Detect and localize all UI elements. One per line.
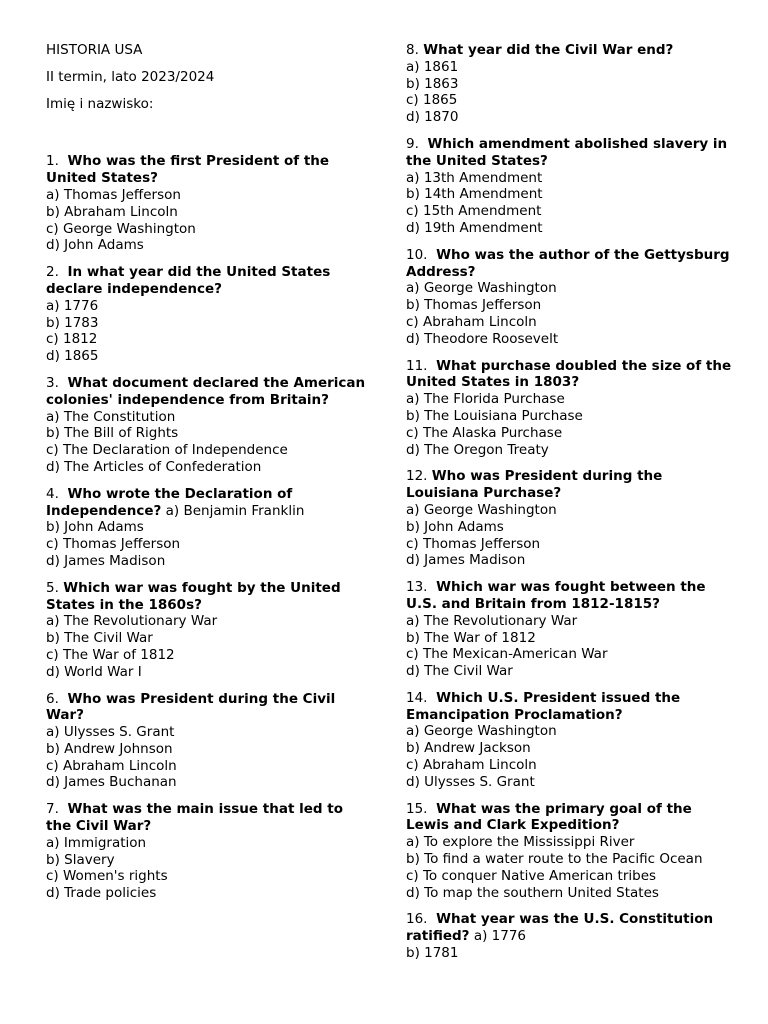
answer-option: d) Trade policies <box>46 885 157 902</box>
question-4 <box>46 486 366 570</box>
question-number: 8. <box>406 42 419 58</box>
answer-option: b) The War of 1812 <box>406 629 536 646</box>
question-title <box>46 264 366 298</box>
answer-option: d) 19th Amendment <box>406 219 543 236</box>
question-title <box>46 375 366 409</box>
question-title <box>406 579 736 613</box>
answer-option: c) To conquer Native American tribes <box>406 867 657 884</box>
answer-option: a) The Florida Purchase <box>406 391 565 408</box>
question-10 <box>406 247 736 348</box>
question-number: 11. <box>406 357 428 374</box>
answer-option: a) George Washington <box>406 501 557 518</box>
question-6 <box>46 691 366 792</box>
answer-option: a) George Washington <box>406 280 557 297</box>
question-9 <box>406 136 736 237</box>
answer-option: d) 1865 <box>46 348 99 365</box>
answer-option: c) The War of 1812 <box>46 646 175 663</box>
question-number: 14. <box>406 689 428 706</box>
answer-option: c) 1865 <box>406 92 458 109</box>
answer-option: b) To find a water route to the Pacific Ocean <box>406 851 703 868</box>
answer-option: a) 1776 <box>46 297 99 314</box>
answer-option: c) Abraham Lincoln <box>46 757 177 774</box>
answer-option: b) Abraham Lincoln <box>46 203 178 220</box>
answer-option: a) Immigration <box>46 834 147 851</box>
question-number: 3. <box>46 374 59 391</box>
question-title <box>46 486 366 520</box>
answer-option: b) Thomas Jefferson <box>406 297 542 314</box>
question-13 <box>406 579 736 680</box>
question-8 <box>406 42 736 126</box>
answer-option: d) John Adams <box>46 237 144 254</box>
question-text: Who was President during the Civil War? <box>46 690 336 724</box>
answer-option: a) Benjamin Franklin <box>165 502 305 519</box>
answer-option: c) Abraham Lincoln <box>406 313 537 330</box>
question-title <box>46 801 366 835</box>
question-number: 15. <box>406 800 428 817</box>
question-number: 7. <box>46 801 59 818</box>
question-title <box>406 247 736 281</box>
answer-option: b) 1863 <box>406 75 459 92</box>
question-text: Who was the author of the Gettysburg Address? <box>406 246 730 280</box>
question-number: 10. <box>406 246 428 263</box>
term-info: II termin, lato 2023/2024 <box>46 68 215 85</box>
right-column <box>406 42 736 972</box>
question-5 <box>46 580 366 681</box>
question-text: What year did the Civil War end? <box>423 42 674 58</box>
question-15 <box>406 801 736 902</box>
question-3 <box>46 375 366 476</box>
question-2 <box>46 264 366 365</box>
question-number: 1. <box>46 153 59 170</box>
question-number: 12. <box>406 468 428 485</box>
answer-option: a) The Constitution <box>46 408 176 425</box>
answer-option: b) The Bill of Rights <box>46 425 179 442</box>
question-number: 16. <box>406 911 428 928</box>
answer-option: a) Ulysses S. Grant <box>46 724 175 741</box>
answer-option: d) James Buchanan <box>46 774 177 791</box>
answer-option: c) 15th Amendment <box>406 203 542 220</box>
question-text: In what year did the United States declare independence? <box>46 264 331 297</box>
answer-option: a) To explore the Mississippi River <box>406 834 635 851</box>
answer-option: a) The Revolutionary War <box>406 612 578 629</box>
answer-option: b) Andrew Jackson <box>406 740 531 757</box>
question-title <box>406 358 736 392</box>
question-text: What purchase doubled the size of the United States in 1803? <box>406 357 732 391</box>
answer-option: a) 1776 <box>473 928 526 945</box>
question-text: Who was President during the Louisiana Purchase? <box>406 468 663 502</box>
question-16 <box>406 911 736 961</box>
question-number: 5. <box>46 579 59 596</box>
course-title: HISTORIA USA <box>46 42 143 58</box>
answer-option: a) The Revolutionary War <box>46 613 218 630</box>
name-label: Imię i nazwisko: <box>46 95 154 112</box>
question-text: Who wrote the Declaration of Independence? <box>46 485 293 519</box>
answer-option: d) 1870 <box>406 109 459 126</box>
answer-option: c) Thomas Jefferson <box>406 535 541 552</box>
question-title <box>406 136 736 170</box>
question-title <box>406 801 736 835</box>
answer-option: c) Women's rights <box>46 868 168 885</box>
answer-option: b) Andrew Johnson <box>46 740 173 757</box>
answer-option: d) James Madison <box>406 552 526 569</box>
answer-option: c) The Alaska Purchase <box>406 424 563 441</box>
question-number: 9. <box>406 135 419 152</box>
question-12 <box>406 468 736 569</box>
answer-option: b) 1781 <box>406 945 459 962</box>
answer-option: b) 1783 <box>46 314 99 331</box>
question-11 <box>406 358 736 459</box>
question-text: What was the main issue that led to the Civil War? <box>46 801 343 835</box>
answer-option: b) John Adams <box>46 519 144 536</box>
answer-option: a) 13th Amendment <box>406 169 543 186</box>
question-title <box>46 153 366 187</box>
question-text: What year was the U.S. Constitution ratified? <box>406 911 714 945</box>
answer-option: c) 1812 <box>46 331 98 348</box>
answer-option: b) Slavery <box>46 851 115 868</box>
answer-option: a) Thomas Jefferson <box>46 186 181 203</box>
question-7 <box>46 801 366 902</box>
answer-option: b) The Louisiana Purchase <box>406 407 583 424</box>
question-number: 2. <box>46 264 59 281</box>
question-text: Which war was fought by the United States in the 1860s? <box>46 579 341 613</box>
answer-option: a) 1861 <box>406 58 459 75</box>
question-number: 4. <box>46 485 59 502</box>
answer-option: d) To map the southern United States <box>406 884 659 901</box>
question-text: What was the primary goal of the Lewis and Clark Expedition? <box>406 800 692 834</box>
answer-option: c) The Mexican-American War <box>406 646 608 663</box>
answer-option: d) James Madison <box>46 552 166 569</box>
question-text: Which amendment abolished slavery in the United States? <box>406 135 728 169</box>
question-text: Who was the first President of the United States? <box>46 153 330 187</box>
question-number: 13. <box>406 579 428 596</box>
answer-option: c) Thomas Jefferson <box>46 536 181 553</box>
answer-option: b) 14th Amendment <box>406 186 543 203</box>
answer-option: a) George Washington <box>406 723 557 740</box>
question-text: Which war was fought between the U.S. and Britain from 1812-1815? <box>406 579 706 612</box>
answer-option: c) Abraham Lincoln <box>406 757 537 774</box>
left-column <box>46 42 366 912</box>
question-14 <box>406 690 736 791</box>
question-text: Which U.S. President issued the Emancipation Proclamation? <box>406 689 681 723</box>
question-title <box>46 580 366 614</box>
question-text: What document declared the American colonies' independence from Britain? <box>46 374 366 408</box>
question-title <box>46 691 366 725</box>
question-title <box>406 468 736 502</box>
answer-option: c) George Washington <box>46 220 196 237</box>
question-number: 6. <box>46 690 59 707</box>
answer-option: d) World War I <box>46 663 142 680</box>
question-title <box>406 690 736 724</box>
answer-option: d) Theodore Roosevelt <box>406 330 559 347</box>
answer-option: d) The Civil War <box>406 663 513 680</box>
answer-option: d) The Oregon Treaty <box>406 441 549 458</box>
name-blank-space <box>46 122 366 153</box>
answer-option: b) John Adams <box>406 518 504 535</box>
answer-option: d) The Articles of Confederation <box>46 458 262 475</box>
answer-option: b) The Civil War <box>46 630 153 647</box>
answer-option: d) Ulysses S. Grant <box>406 773 535 790</box>
question-1 <box>46 153 366 254</box>
answer-option: c) The Declaration of Independence <box>46 442 288 459</box>
question-title <box>406 911 736 945</box>
question-title <box>406 42 736 59</box>
